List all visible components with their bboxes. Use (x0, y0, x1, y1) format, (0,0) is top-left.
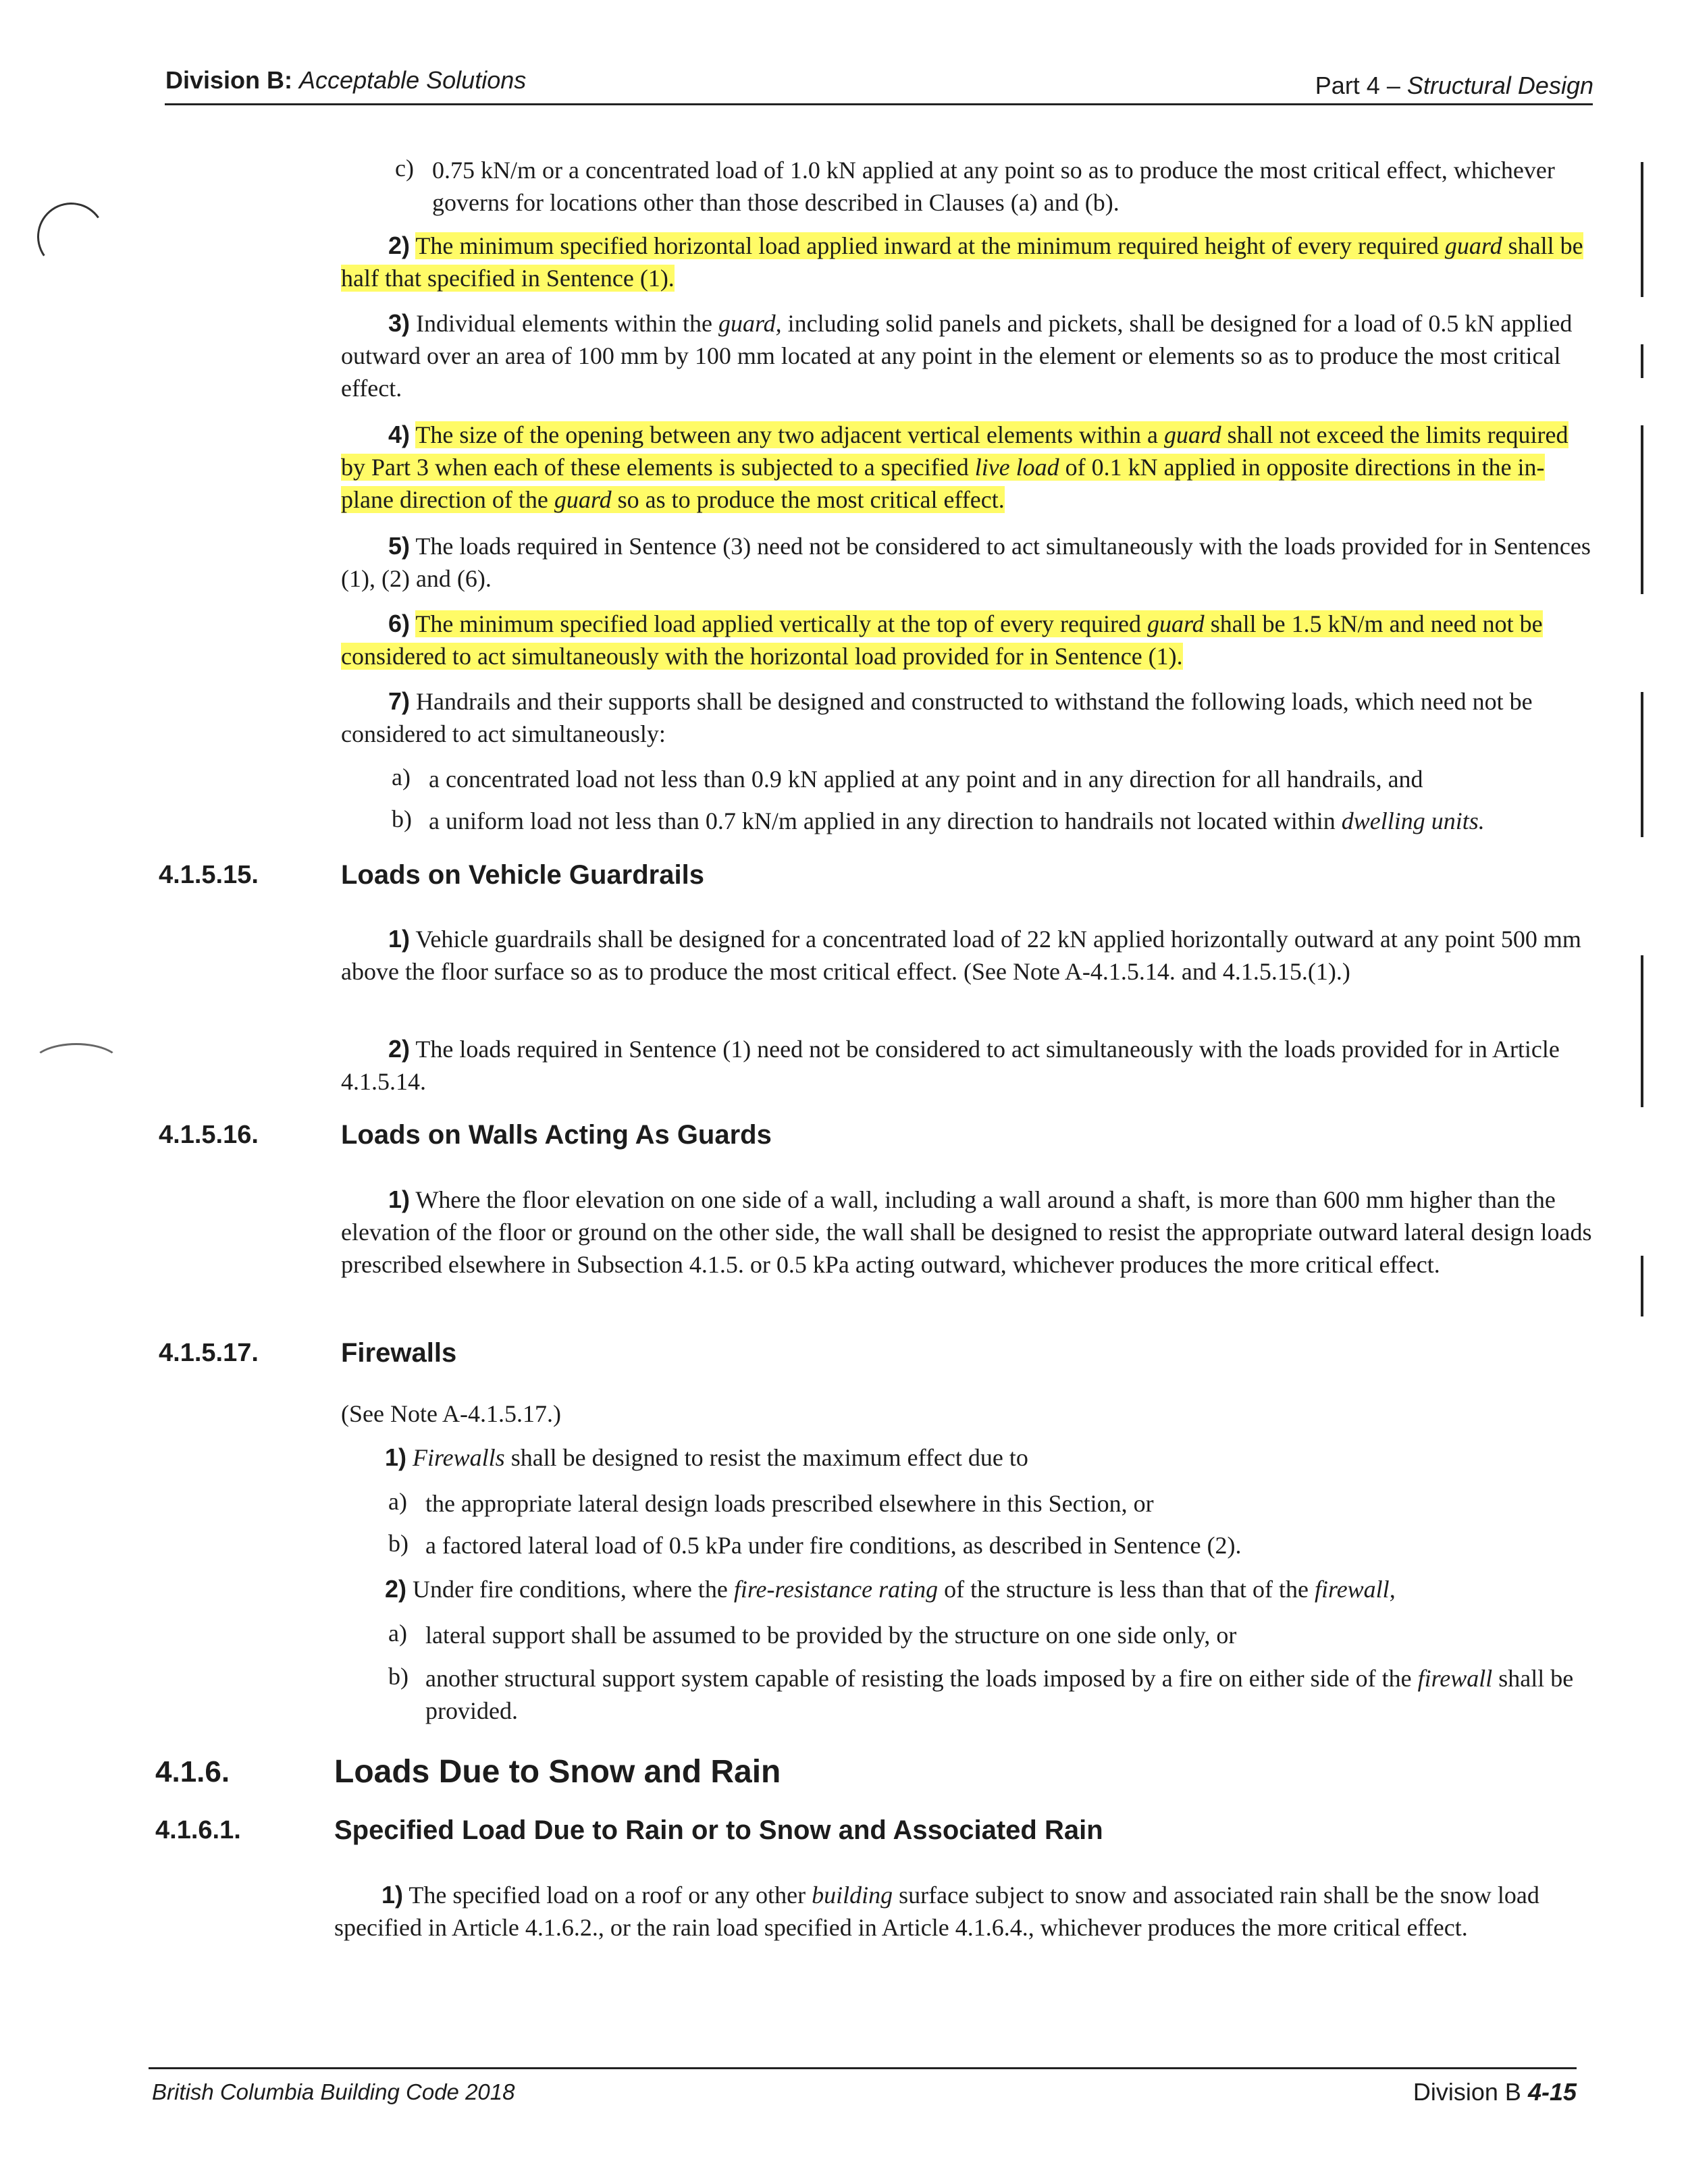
running-header-right (1315, 72, 1593, 100)
change-bar (1641, 692, 1643, 837)
sentence-number: 1) (381, 1881, 404, 1909)
sentence-number: 1) (388, 1186, 411, 1213)
defined-term: firewall (1417, 1665, 1493, 1692)
sentence-number: 1) (385, 1443, 407, 1471)
sentence-number: 6) (388, 610, 411, 637)
sentence-number: 2) (385, 1575, 407, 1603)
header-rule (165, 103, 1593, 105)
defined-term: fire-resistance rating (733, 1576, 939, 1603)
article-number: 4.1.5.16. (159, 1121, 259, 1149)
scan-edge-mark (30, 1043, 122, 1088)
clause-label: c) (395, 155, 414, 182)
footer-division: Division B (1413, 2078, 1521, 2106)
subsection-title: Loads Due to Snow and Rain (334, 1754, 781, 1790)
article-number: 4.1.5.15. (159, 861, 259, 889)
clause-b-text: another structural support system capable of resisting the loads imposed by a fire on either side of the firewall shall be provided. (425, 1665, 1574, 1724)
sentence-1: 1) Where the floor elevation on one side of a wall, including a wall around a shaft, is more than 600 mm higher than the elevation of the floor or ground on the other side, the wall shall be designed to resist the appropriate outward lateral design loads prescribed elsewhere in Subsection 4.1.5. or 0.5 kPa acting outward, whichever produces the more critical effect. (341, 1186, 1592, 1278)
division-label: Division B: (165, 66, 293, 94)
change-bar (1641, 425, 1643, 594)
clause-b-text: a uniform load not less than 0.7 kN/m applied in any direction to handrails not located within dwelling units. (429, 807, 1485, 834)
defined-term: guard, (718, 310, 782, 337)
part-title: Structural Design (1406, 72, 1593, 99)
defined-term: Firewalls (413, 1444, 505, 1471)
defined-term: live load (974, 454, 1059, 481)
clause-a-text: lateral support shall be assumed to be provided by the structure on one side only, or (425, 1622, 1237, 1649)
clause-label: b) (392, 805, 412, 832)
sentence-2: 2) Under fire conditions, where the fire-resistance rating of the structure is less than that of the firewall, (385, 1575, 1396, 1603)
article-title: Loads on Vehicle Guardrails (341, 860, 704, 890)
defined-term: dwelling units. (1341, 807, 1485, 834)
sentence-number: 7) (388, 687, 411, 715)
division-title: Acceptable Solutions (299, 66, 527, 94)
clause-label: b) (388, 1663, 408, 1690)
article-title: Firewalls (341, 1338, 457, 1368)
highlighted-text: The minimum specified horizontal load applied inward at the minimum required height of every required guard shall be half that specified in Sentence (1). (341, 232, 1583, 292)
footer-code-name: British Columbia Building Code 2018 (152, 2079, 515, 2104)
article-number: 4.1.5.17. (159, 1339, 259, 1367)
clause-label: a) (392, 764, 411, 791)
change-bar (1641, 344, 1643, 378)
sentence-4 (341, 419, 1597, 516)
page-number: 4-15 (1527, 2078, 1577, 2106)
sentence-7: 7) Handrails and their supports shall be designed and constructed to withstand the following loads, which need not be considered to act simultaneously: (341, 687, 1533, 747)
change-bar (1641, 955, 1643, 1107)
sentence-2 (341, 230, 1597, 294)
footer-page (1413, 2078, 1577, 2106)
clause-label: b) (388, 1530, 408, 1557)
clause-a-text: a concentrated load not less than 0.9 kN applied at any point and in any direction for all handrails, and (429, 766, 1423, 793)
article-title: Specified Load Due to Rain or to Snow and Associated Rain (334, 1815, 1103, 1845)
clause-b-text: a factored lateral load of 0.5 kPa under fire conditions, as described in Sentence (2). (425, 1532, 1242, 1559)
defined-term: guard (1147, 610, 1205, 637)
clause-label: a) (388, 1488, 407, 1515)
change-bar (1641, 162, 1643, 297)
clause-c-text: 0.75 kN/m or a concentrated load of 1.0 kN applied at any point so as to produce the most critical effect, whichever governs for locations other than those described in Clauses (a) and (b). (432, 157, 1555, 216)
highlighted-text: The size of the opening between any two adjacent vertical elements within a guard shall not exceed the limits required by Part 3 when each of these elements is subjected to a specified live load of 0.1 kN applied in opposite directions in the in-plane direction of the guard so as to produce the most critical effect. (341, 421, 1568, 513)
defined-term: firewall, (1315, 1576, 1396, 1603)
change-bar (1641, 1256, 1643, 1316)
running-header-left (165, 66, 526, 95)
highlighted-text: The minimum specified load applied vertically at the top of every required guard shall be 1.5 kN/m and need not be considered to act simultaneously with the horizontal load provided for in Sentence (1). (341, 610, 1543, 670)
sentence-1: 1) Firewalls shall be designed to resist the maximum effect due to (385, 1443, 1028, 1471)
sentence-number: 2) (388, 232, 411, 259)
article-note: (See Note A-4.1.5.17.) (341, 1400, 561, 1427)
sentence-1: 1) The specified load on a roof or any other building surface subject to snow and associated rain shall be the snow load specified in Article 4.1.6.2., or the rain load specified in Article 4.1.6.4., whichever produces the more critical effect. (334, 1881, 1539, 1941)
scan-hole-mark (32, 197, 111, 276)
sentence-2: 2) The loads required in Sentence (1) need not be considered to act simultaneously with the loads provided for in Article 4.1.5.14. (341, 1035, 1560, 1095)
sentence-1: 1) Vehicle guardrails shall be designed for a concentrated load of 22 kN applied horizontally outward at any point 500 mm above the floor surface so as to produce the most critical effect. (See Note A-4.1.5.14. and 4.1.5.15.(1).) (341, 925, 1581, 985)
sentence-number: 2) (388, 1035, 411, 1063)
defined-term: guard (1444, 232, 1502, 259)
sentence-number: 4) (388, 421, 411, 448)
part-label: Part 4 – (1315, 72, 1400, 99)
sentence-3: 3) Individual elements within the guard, including solid panels and pickets, shall be designed for a load of 0.5 kN applied outward over an area of 100 mm by 100 mm located at any point in the element or elements so as to produce the most critical effect. (341, 309, 1573, 402)
clause-a-text: the appropriate lateral design loads prescribed elsewhere in this Section, or (425, 1490, 1154, 1517)
defined-term: guard (1163, 421, 1221, 448)
subsection-number: 4.1.6. (155, 1755, 230, 1788)
article-number: 4.1.6.1. (155, 1816, 241, 1844)
sentence-number: 5) (388, 532, 411, 560)
footer-rule (149, 2067, 1577, 2069)
defined-term: guard (554, 486, 612, 513)
sentence-number: 3) (388, 309, 411, 337)
clause-label: a) (388, 1620, 407, 1647)
sentence-5: 5) The loads required in Sentence (3) need not be considered to act simultaneously with the loads provided for in Sentences (1), (2) and (6). (341, 532, 1591, 592)
article-title: Loads on Walls Acting As Guards (341, 1120, 772, 1150)
defined-term: building (812, 1882, 893, 1909)
sentence-number: 1) (388, 925, 411, 953)
sentence-6 (341, 608, 1597, 672)
